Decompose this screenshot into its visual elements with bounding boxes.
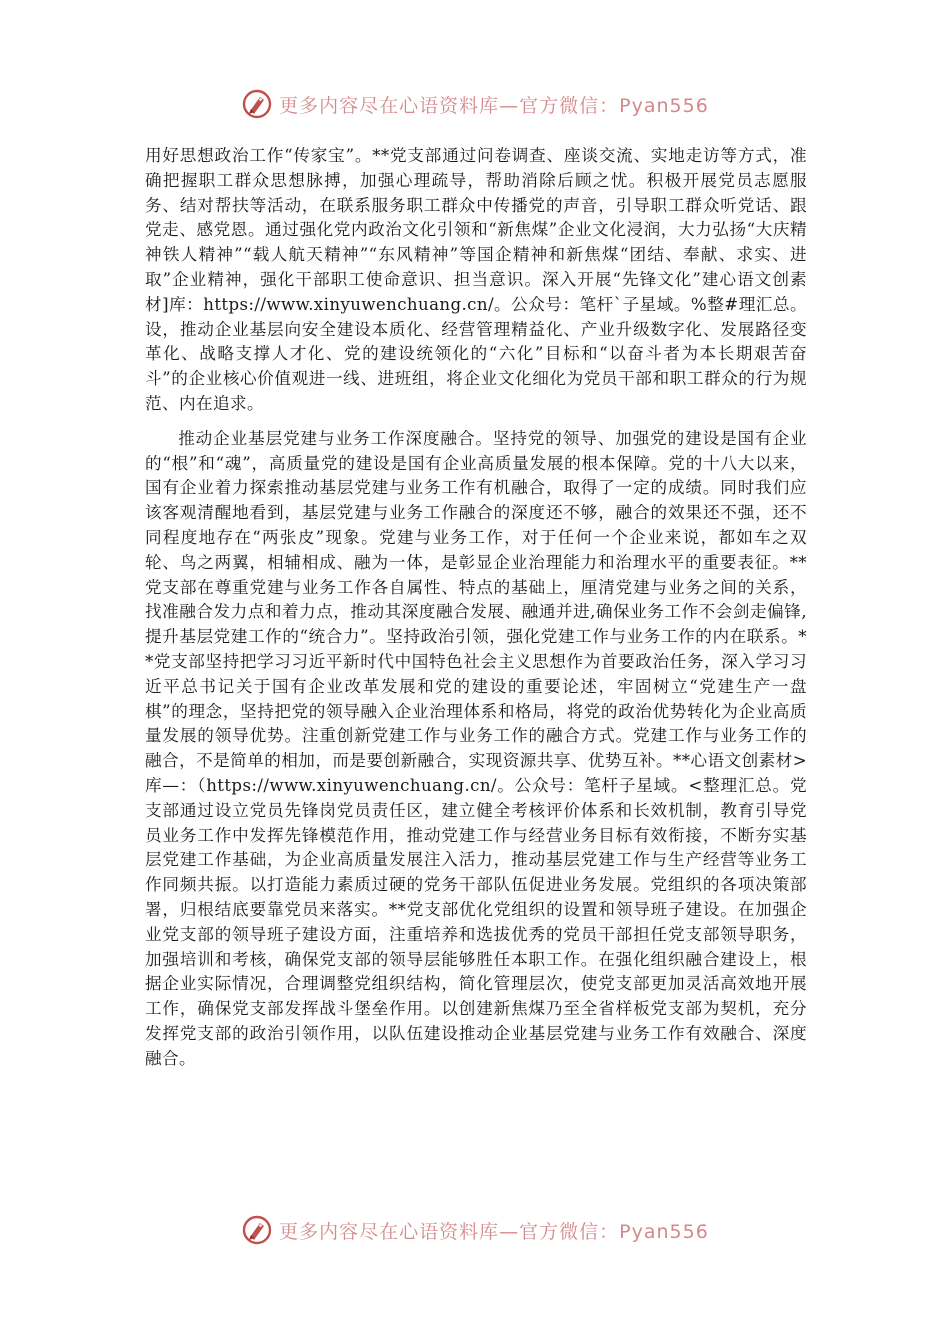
- pen-nib-circle-icon: [241, 1214, 273, 1246]
- footer-banner-text: 更多内容尽在心语资料库—官方微信：Pyan556: [279, 1220, 709, 1243]
- document-body: [145, 144, 807, 1071]
- header-banner: [0, 84, 950, 124]
- header-banner-text: 更多内容尽在心语资料库—官方微信：Pyan556: [279, 94, 709, 117]
- pen-nib-circle-icon: [241, 88, 273, 120]
- paragraph-1: 用好思想政治工作“传家宝”。**党支部通过问卷调查、座谈交流、实地走访等方式，准确把握职工群众思想脉搏，加强心理疏导，帮助消除后顾之忧。积极开展党员志愿服务、结对帮扶等活动，在联系服务职工群众中传播党的声音，引导职工群众听党话、跟党走、感党恩。通过强化党内政治文化引领和“新焦煤”企业文化浸润，大力弘扬“大庆精神铁人精神”“载人航天精神”“东风精神”等国企精神和新焦煤“团结、奉献、求实、进取”企业精神，强化干部职工使命意识、担当意识。深入开展“先锋文化”建心语文创素材]库：https://www.xinyuwenchuang.cn/。公众号：笔杆`子星域。%整#理汇总。设，推动企业基层向安全建设本质化、经营管理精益化、产业升级数字化、发展路径变革化、战略支撑人才化、党的建设统领化的“六化”目标和“以奋斗者为本长期艰苦奋斗”的企业核心价值观进一线、进班组，将企业文化细化为党员干部和职工群众的行为规范、内在追求。: [145, 146, 807, 413]
- paragraph-2: 推动企业基层党建与业务工作深度融合。坚持党的领导、加强党的建设是国有企业的“根”和“魂”，高质量党的建设是国有企业高质量发展的根本保障。党的十八大以来，国有企业着力探索推动基层党建与业务工作有机融合，取得了一定的成绩。同时我们应该客观清醒地看到，基层党建与业务工作融合的深度还不够，融合的效果还不强，还不同程度地存在“两张皮”现象。党建与业务工作，对于任何一个企业来说，都如车之双轮、鸟之两翼，相辅相成、融为一体，是彰显企业治理能力和治理水平的重要表征。**党支部在尊重党建与业务工作各自属性、特点的基础上，厘清党建与业务之间的关系，找准融合发力点和着力点，推动其深度融合发展、融通并进,确保业务工作不会剑走偏锋,提升基层党建工作的“统合力”。坚持政治引领，强化党建工作与业务工作的内在联系。**党支部坚持把学习习近平新时代中国特色社会主义思想作为首要政治任务，深入学习习近平总书记关于国有企业改革发展和党的建设的重要论述，牢固树立“党建生产一盘棋”的理念，坚持把党的领导融入企业治理体系和格局，将党的政治优势转化为企业高质量发展的领导优势。注重创新党建工作与业务工作的融合方式。党建工作与业务工作的融合，不是简单的相加，而是要创新融合，实现资源共享、优势互补。**心语文创素材>库—：（https://www.xinyuwenchuang.cn/。公众号：笔杆子星域。<整理汇总。党支部通过设立党员先锋岗党员责任区，建立健全考核评价体系和长效机制，教育引导党员业务工作中发挥先锋模范作用，推动党建工作与经营业务目标有效衔接，不断夯实基层党建工作基础，为企业高质量发展注入活力，推动基层党建工作与生产经营等业务工作同频共振。以打造能力素质过硬的党务干部队伍促进业务发展。党组织的各项决策部署，归根结底要靠党员来落实。**党支部优化党组织的设置和领导班子建设。在加强企业党支部的领导班子建设方面，注重培养和选拔优秀的党员干部担任党支部领导职务，加强培训和考核，确保党支部的领导层能够胜任本职工作。在强化组织融合建设上，根据企业实际情况，合理调整党组织结构，简化管理层次，使党支部更加灵活高效地开展工作，确保党支部发挥战斗堡垒作用。以创建新焦煤乃至全省样板党支部为契机，充分发挥党支部的政治引领作用，以队伍建设推动企业基层党建与业务工作有效融合、深度融合。: [145, 428, 807, 1068]
- footer-banner: [0, 1210, 950, 1250]
